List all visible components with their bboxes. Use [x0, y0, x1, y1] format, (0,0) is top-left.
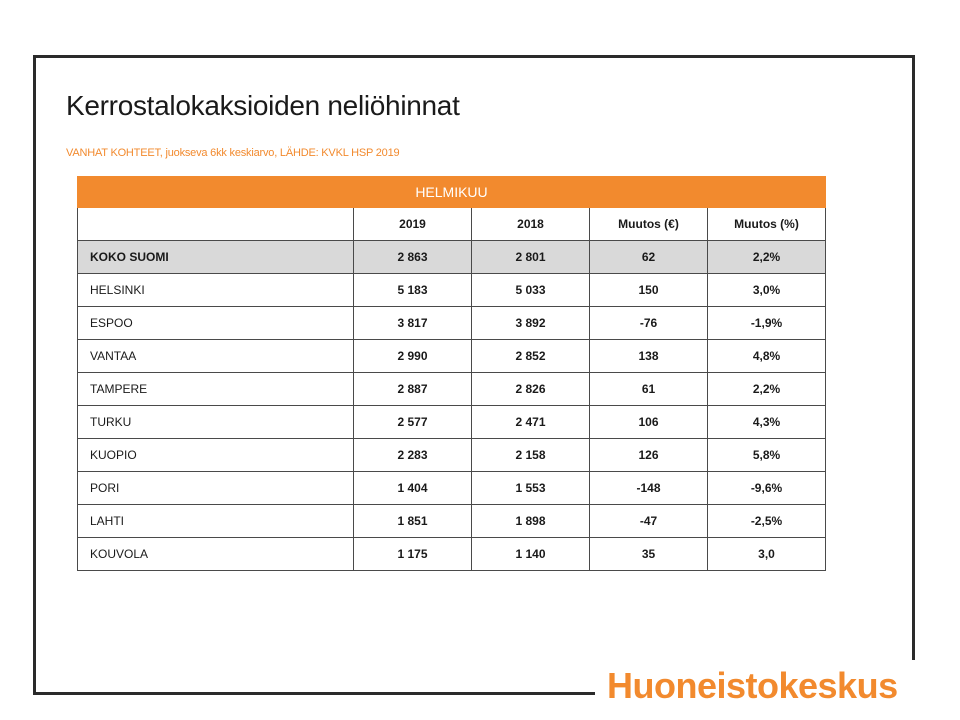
table-row [78, 373, 826, 406]
frame-bottom-border [33, 692, 595, 695]
row-change-eur: 138 [590, 340, 708, 373]
row-change-pct: 4,3% [708, 406, 826, 439]
row-city: HELSINKI [78, 274, 354, 307]
row-value-2019: 3 817 [354, 307, 472, 340]
row-change-eur: 126 [590, 439, 708, 472]
table-row-total [78, 241, 826, 274]
column-header-2019: 2019 [354, 208, 472, 241]
row-value-2019: 2 283 [354, 439, 472, 472]
row-city: PORI [78, 472, 354, 505]
frame-top-border [33, 55, 915, 58]
row-change-eur: 61 [590, 373, 708, 406]
row-value-2018: 1 898 [472, 505, 590, 538]
price-table [77, 176, 826, 571]
row-value-2019: 1 851 [354, 505, 472, 538]
row-value-2019: 2 887 [354, 373, 472, 406]
row-city: KOKO SUOMI [78, 241, 354, 274]
row-change-eur: -76 [590, 307, 708, 340]
row-value-2018: 2 801 [472, 241, 590, 274]
page-title: Kerrostalokaksioiden neliöhinnat [66, 90, 460, 121]
row-value-2019: 2 577 [354, 406, 472, 439]
table-row [78, 274, 826, 307]
row-city: ESPOO [78, 307, 354, 340]
row-value-2018: 1 140 [472, 538, 590, 571]
row-change-pct: 2,2% [708, 241, 826, 274]
row-value-2019: 5 183 [354, 274, 472, 307]
row-value-2018: 2 158 [472, 439, 590, 472]
table-column-header-row [78, 208, 826, 241]
row-change-pct: 3,0 [708, 538, 826, 571]
row-change-pct: -2,5% [708, 505, 826, 538]
table-month-header: HELMIKUU [78, 177, 826, 208]
table-row [78, 340, 826, 373]
table-row [78, 439, 826, 472]
brand-logo: Huoneistokeskus [607, 665, 898, 706]
frame-left-border [33, 55, 36, 695]
row-value-2019: 2 990 [354, 340, 472, 373]
row-city: TURKU [78, 406, 354, 439]
row-change-eur: 106 [590, 406, 708, 439]
row-change-eur: -47 [590, 505, 708, 538]
row-city: KUOPIO [78, 439, 354, 472]
row-change-eur: 62 [590, 241, 708, 274]
row-value-2018: 3 892 [472, 307, 590, 340]
row-value-2019: 1 175 [354, 538, 472, 571]
table-month-row [78, 177, 826, 208]
column-header-2018: 2018 [472, 208, 590, 241]
row-value-2019: 1 404 [354, 472, 472, 505]
row-value-2019: 2 863 [354, 241, 472, 274]
row-value-2018: 2 852 [472, 340, 590, 373]
row-change-pct: 3,0% [708, 274, 826, 307]
row-city: LAHTI [78, 505, 354, 538]
table-row [78, 307, 826, 340]
column-header-change-eur: Muutos (€) [590, 208, 708, 241]
row-change-eur: -148 [590, 472, 708, 505]
table-row [78, 538, 826, 571]
column-header-change-pct: Muutos (%) [708, 208, 826, 241]
table-row [78, 472, 826, 505]
row-change-pct: -9,6% [708, 472, 826, 505]
row-change-pct: 2,2% [708, 373, 826, 406]
row-change-eur: 35 [590, 538, 708, 571]
column-header-city [78, 208, 354, 241]
row-change-pct: -1,9% [708, 307, 826, 340]
row-value-2018: 5 033 [472, 274, 590, 307]
row-change-pct: 5,8% [708, 439, 826, 472]
table-row [78, 505, 826, 538]
table-row [78, 406, 826, 439]
row-city: TAMPERE [78, 373, 354, 406]
row-value-2018: 2 826 [472, 373, 590, 406]
row-city: KOUVOLA [78, 538, 354, 571]
page-subtitle: VANHAT KOHTEET, juokseva 6kk keskiarvo, LÄHDE: KVKL HSP 2019 [66, 147, 400, 159]
row-value-2018: 1 553 [472, 472, 590, 505]
frame-right-border [912, 55, 915, 660]
row-change-eur: 150 [590, 274, 708, 307]
row-value-2018: 2 471 [472, 406, 590, 439]
row-city: VANTAA [78, 340, 354, 373]
row-change-pct: 4,8% [708, 340, 826, 373]
